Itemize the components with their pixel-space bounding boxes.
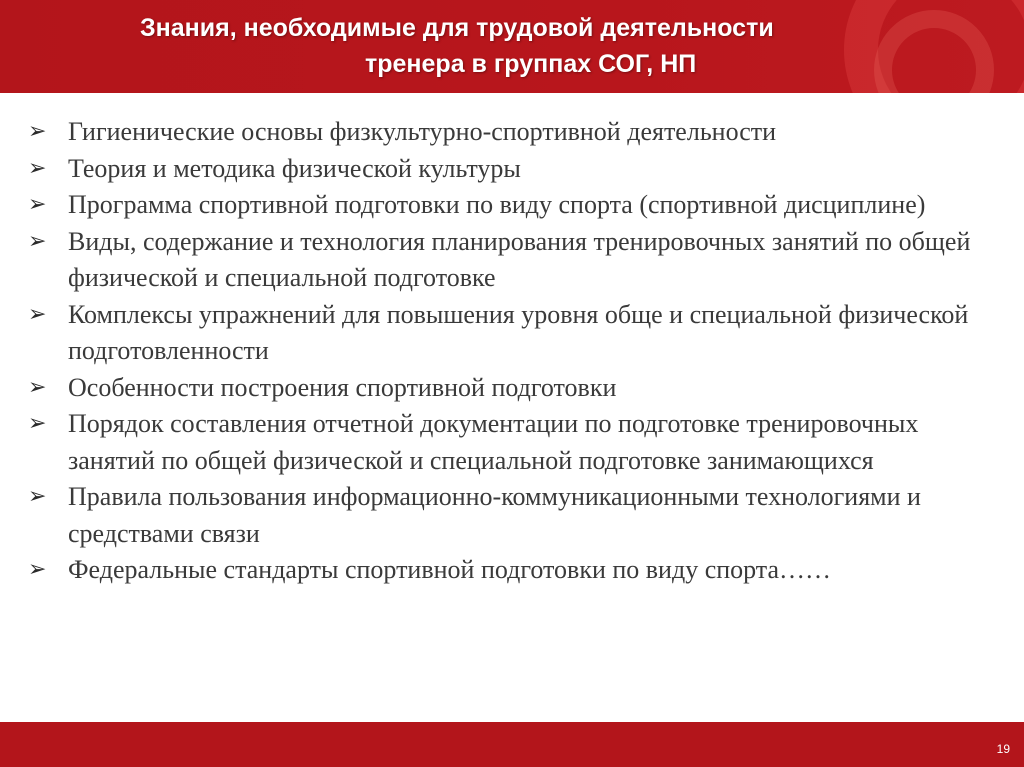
footer-bar (0, 722, 1024, 767)
arrow-bullet-icon: ➢ (28, 119, 47, 144)
list-item (28, 552, 1008, 589)
list-item (28, 114, 1008, 151)
list-item-text: Программа спортивной подготовки по виду спорта (спортивной дисциплине) (68, 190, 926, 219)
slide-title-line-2: тренера в группах СОГ, НП (365, 50, 697, 78)
arrow-bullet-icon: ➢ (28, 411, 47, 436)
list-item (28, 151, 1008, 188)
bullet-list (28, 114, 1008, 589)
arrow-bullet-icon: ➢ (28, 155, 47, 181)
arrow-bullet-icon: ➢ (28, 192, 47, 217)
list-item-text: Виды, содержание и технология планирования тренировочных занятий по общей физической и специальной подготовке (68, 226, 971, 292)
list-item-text: Гигиенические основы физкультурно-спортивной деятельности (68, 117, 777, 146)
content-area (28, 114, 1008, 589)
list-item-text: Правила пользования информационно-коммуникационными технологиями и средствами связи (68, 482, 921, 548)
list-item (28, 479, 1008, 552)
list-item (28, 187, 1008, 224)
list-item (28, 224, 1008, 297)
list-item (28, 406, 1008, 479)
list-item-text: Федеральные стандарты спортивной подготовки по виду спорта…… (68, 555, 832, 584)
list-item-text: Особенности построения спортивной подготовки (68, 372, 617, 402)
arrow-bullet-icon: ➢ (28, 557, 47, 582)
page-number: 19 (996, 742, 1010, 756)
arrow-bullet-icon: ➢ (28, 301, 47, 327)
list-item-text: Комплексы упражнений для повышения уровня обще и специальной физической подготовленности (68, 299, 969, 365)
header-bar (0, 0, 1024, 93)
slide-title-line-1: Знания, необходимые для трудовой деятельности (140, 14, 774, 42)
arrow-bullet-icon: ➢ (28, 228, 47, 254)
list-item (28, 370, 1008, 407)
list-item-text: Порядок составления отчетной документации по подготовке тренировочных занятий по общей физической и специальной подготовке занимающихся (68, 409, 919, 475)
list-item (28, 297, 1008, 370)
arrow-bullet-icon: ➢ (28, 484, 47, 509)
list-item-text: Теория и методика физической культуры (68, 153, 521, 183)
arrow-bullet-icon: ➢ (28, 374, 47, 400)
